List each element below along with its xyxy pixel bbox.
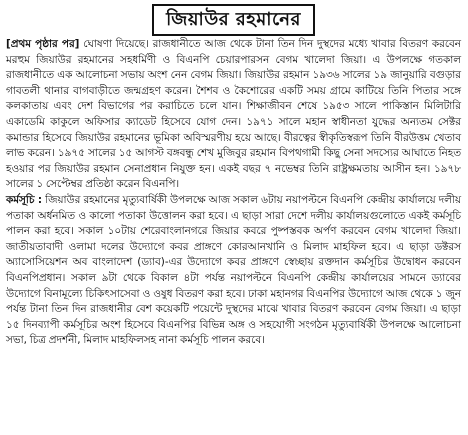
headline-container (6, 3, 461, 37)
headline: জিয়াউর রহমানের (152, 4, 315, 36)
continuation-label: প্রথম পৃষ্ঠার পর (10, 38, 75, 50)
continuation-bracket-close: ] (74, 38, 80, 50)
program-label: কর্মসূচি : (6, 193, 43, 206)
paragraph-body: ঘোষণা দিয়েছে। রাজধানীতে আজ থেকে টানা তিন দিন দুস্থদের মধ্যে খাবার বিতরণ করবেন মরহুম জিয়াউর রহমানের সহধর্মিণী ও বিএনপি চেয়ারপারসন বেগম খালেদা জিয়া। এ উপলক্ষে গতকাল রাজধানীতে এক আলোচনা সভায় অংশ নেন বেগম জিয়া। জিয়াউর রহমান ১৯৩৬ সালের ১৯ জানুয়ারি বগুড়ার গাবতলী থানার বাগবাড়ীতে জন্মগ্রহণ করেন। শৈশব ও কৈশোরের একটি সময় গ্রামে কাটিয়ে তিনি পিতার সঙ্গে কলকাতায় এবং দেশ বিভাগের পর করাচিতে চলে যান। শিক্ষাজীবন শেষে ১৯৫৩ সালে পাকিস্তান মিলিটারি একাডেমি কাকুলে অফিসার ক্যাডেট হিসেবে যোগ দেন। ১৯৭১ সালে মহান স্বাধীনতা যুদ্ধের অন্যতম সেক্টর কমান্ডার হিসেবে জিয়াউর রহমানের ভূমিকা অবিস্মরণীয় হয়ে আছে। বীরত্বের স্বীকৃতিস্বরূপ তিনি বীরউত্তম খেতাব লাভ করেন। ১৯৭৫ সালের ১৫ আগস্ট বঙ্গবন্ধু শেখ মুজিবুর রহমান বিপথগামী কিছু সেনা সদস্যের আঘাতে নিহত হওয়ার পর জিয়াউর রহমান সেনাপ্রধান নিযুক্ত হন। একই বছর ৭ নভেম্বর তিনি রাষ্ট্রক্ষমতায় আসীন হন। ১৯৭৮ সালের ১ সেপ্টেম্বর প্রতিষ্ঠা করেন বিএনপি। (6, 38, 461, 191)
article-paragraph-program (6, 193, 461, 349)
paragraph-body: জিয়াউর রহমানের মৃত্যুবার্ষিকী উপলক্ষে আজ সকাল ৬টায় নয়াপল্টনে বিএনপি কেন্দ্রীয় কার্যালয়ে দলীয় পতাকা অর্ধনমিত ও কালো পতাকা উত্তোলন করা হবে। এ ছাড়া সারা দেশে দলীয় কার্যালয়গুলোতে একই কর্মসূচি পালন করা হবে। সকাল ১০টায় শেরেবাংলানগরে জিয়ার কবরে পুষ্পস্তবক অর্পণ করবেন বেগম খালেদা জিয়া। জাতীয়তাবাদী ওলামা দলের উদ্যোগে কবর প্রাঙ্গণে কোরআনখানি ও মিলাদ মাহফিল হবে। এ ছাড়া ডক্টরস অ্যাসোসিয়েশন অব বাংলাদেশ (ড্যাব)-এর উদ্যোগে কবর প্রাঙ্গণে স্বেচ্ছায় রক্তদান কর্মসূচির উদ্বোধন করবেন বিএনপিপ্রধান। সকাল ৯টা থেকে বিকাল ৪টা পর্যন্ত নয়াপল্টনে বিএনপি কেন্দ্রীয় কার্যালয়ের সামনে ড্যাবের উদ্যোগে বিনামূল্যে চিকিৎসাসেবা ও ওষুধ বিতরণ করা হবে। ঢাকা মহানগর বিএনপির উদ্যোগে আজ থেকে ১ জুন পর্যন্ত টানা তিন দিন রাজধানীর বেশ কয়েকটি পয়েন্টে দুস্থদের মাঝে খাবার বিতরণ করবেন বেগম জিয়া। এ ছাড়া ১৫ দিনব্যাপী কর্মসূচির অংশ হিসেবে বিএনপির বিভিন্ন অঙ্গ ও সহযোগী সংগঠন মৃত্যুবার্ষিকী উপলক্ষে আলোচনা সভা, চিত্র প্রদর্শনী, মিলাদ মাহফিলসহ নানা কর্মসূচি পালন করবে। (6, 193, 461, 347)
article-paragraph-continuation (6, 37, 461, 193)
continuation-bracket-open: [ (6, 38, 11, 50)
